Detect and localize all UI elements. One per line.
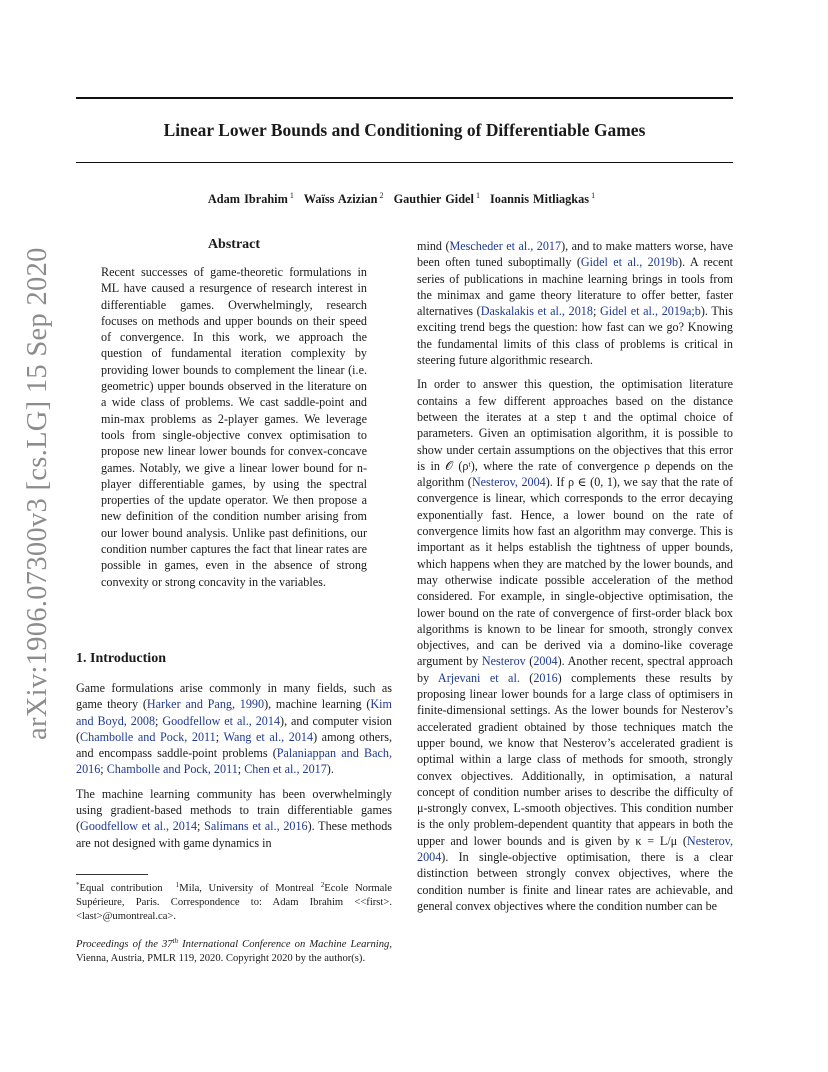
citation-link[interactable]: 2004 [533,654,558,669]
paper-title: Linear Lower Bounds and Conditioning of Differentiable Games [163,120,646,140]
citation-link[interactable]: Salimans et al., 2016 [204,819,308,834]
author-affiliation-mark: 2 [379,191,384,200]
citation-link[interactable]: Chen et al., 2017 [244,762,327,777]
citation-link[interactable]: Harker and Pang, 1990 [146,697,265,712]
section-heading-introduction: 1. Introduction [76,651,166,666]
author-affiliation-mark: 1 [475,191,480,200]
author-name: Ioannis Mitliagkas [490,192,590,206]
right-column-body [417,238,733,922]
abstract-body: Recent successes of game-theoretic formulations in ML have caused a resurgence of research interest in differentiable games. Overwhelmingly, research focuses on methods and upper bounds on their speed of convergence. In this work, we approach the question of fundamental iteration complexity by providing lower bounds to complement the linear (i.e. geometric) upper bounds observed in the literature on a wide class of problems. We cast saddle-point and min-max problems as 2-player games. We leverage tools from single-objective convex optimisation to propose new linear lower bounds for convex-concave games. Notably, we give a linear lower bound for n-player differentiable games, by using the spectral properties of the update operator. We then propose a new definition of the condition number arising from our lower bound analysis. Unlike past definitions, our condition number captures the fact that linear rates are possible in games, even in the absence of strong convexity or strong concavity in the variables. [101,265,367,589]
citation-link[interactable]: Chambolle and Pock, 2011 [80,729,216,744]
paragraph: The machine learning community has been overwhelmingly using gradient-based methods to train differentiable games (Goodfellow et al., 2014; Salimans et al., 2016). These methods are not designed with game dynamics in [76,786,392,850]
footnote-affiliations: *Equal contribution $^1$Mila, University of Montreal $^2$Ecole Normale Supérieure, Paris. Correspondence to: Adam Ibrahim <<first>.<last>@umontreal.ca>. [76,881,393,922]
citation-link[interactable]: Mescheder et al., 2017 [449,239,562,253]
citation-link[interactable]: Gidel et al., 2019b [580,255,679,270]
citation-link[interactable]: Arjevani et al. [437,670,520,685]
footnotes [76,878,392,976]
citation-link[interactable]: Goodfellow et al., 2014 [80,819,198,834]
paragraph: Game formulations arise commonly in many fields, such as game theory (Harker and Pang, 1990), machine learning (Kim and Boyd, 2008; Goodfellow et al., 2014), and computer vision (Chambolle and Pock, 2011; Wang et al., 2014) among others, and encompass saddle-point problems (Palaniappan and Bach, 2016; Chambolle and Pock, 2011; Chen et al., 2017). [76,681,392,777]
arxiv-identifier-stamp: arXiv:1906.07300v3 [cs.LG] 15 Sep 2020 [22,247,53,740]
citation-link[interactable]: Kim and Boyd, 2008 [76,697,392,728]
paragraph: mind (Mescheder et al., 2017), and to make matters worse, have been often tuned suboptimally (Gidel et al., 2019b). A recent series of publications in machine learning brings in tools from the minimax and game theory literature to offer better, faster alternatives (Daskalakis et al., 2018; Gidel et al., 2019a;b). This exciting trend begs the question: how fast can we go? Knowing the fundamental limits of this class of problems is critical in steering future algorithmic research. [417,239,734,368]
citation-link[interactable]: Nesterov, 2004 [417,833,733,864]
citation-link[interactable]: Gidel et al., 2019a;b [600,304,701,319]
title-bottom-rule [76,162,733,163]
citation-link[interactable]: Wang et al., 2014 [223,729,314,744]
abstract-heading: Abstract [207,237,261,252]
author-name: Gauthier Gidel [393,192,474,206]
author-affiliation-mark: 1 [591,191,596,200]
author-name: Adam Ibrahim [207,192,288,206]
author-name: Waïss Azizian [303,192,378,206]
citation-link[interactable]: Chambolle and Pock, 2011 [106,762,238,777]
author-list [76,191,733,207]
citation-link[interactable]: Nesterov, 2004 [471,475,546,490]
citation-link[interactable]: Palaniappan and Bach, 2016 [76,746,392,777]
paragraph: In order to answer this question, the optimisation literature contains a few different approaches based on the distance between the iterates at a step t and the optimal choice of parameters. Given an optimisation algorithm, it is possible to show under certain assumptions on the objectives that this error is in 𝒪 (ρᵗ), where the rate of convergence ρ depends on the algorithm (Nesterov, 2004). If ρ ∈ (0, 1), we say that the rate of convergence is linear, which corresponds to the error decaying exponentially fast. Hence, a lower bound on the rate of convergence limits how fast an algorithm may converge. This is important as it helps establish the tightness of upper bounds, which happens when they are matched by the lower bounds, and may otherwise indicate possible acceleration of the method considered. For example, in single-objective optimisation, the lower bound on the rate of convergence of first-order black box algorithms is known to be linear for smooth, strongly convex objectives, and can be derived via a domino-like coverage argument by Nesterov (2004). Another recent, spectral approach by Arjevani et al. (2016) complements these results by proposing linear lower bounds for a large class of optimisers in finite-dimensional settings. As the lower bounds for Nesterov’s accelerated gradient obtained by those techniques match the upper bound, we know that Nesterov’s accelerated gradient is optimal within a large class of methods for smooth, strongly convex objectives. Additionally, in optimisation, a natural concept of condition number arises to describe the difficulty of μ-strongly convex, L-smooth objectives. This condition number is the only problem-dependent quantity that appears in both the upper and lower bounds and is given by κ = L/μ (Nesterov, 2004). In single-objective optimisation, there is a clear distinction between strongly convex objectives, where the condition number is finite and linear rates are achievable, and general convex objectives where the condition number can be [417,377,734,913]
citation-link[interactable]: Nesterov [481,654,526,669]
citation-link[interactable]: Daskalakis et al., 2018 [480,304,593,319]
title-top-rule [76,97,733,99]
left-column-body [76,680,392,859]
author-affiliation-mark: 1 [289,191,294,200]
footnote-rule [76,874,148,875]
citation-link[interactable]: 2016 [533,670,558,685]
citation-link[interactable]: Goodfellow et al., 2014 [162,713,281,728]
footnote-proceedings: Proceedings of the 37th International Conference on Machine Learning, Vienna, Austria, PMLR 119, 2020. Copyright 2020 by the author(s). [76,937,392,964]
